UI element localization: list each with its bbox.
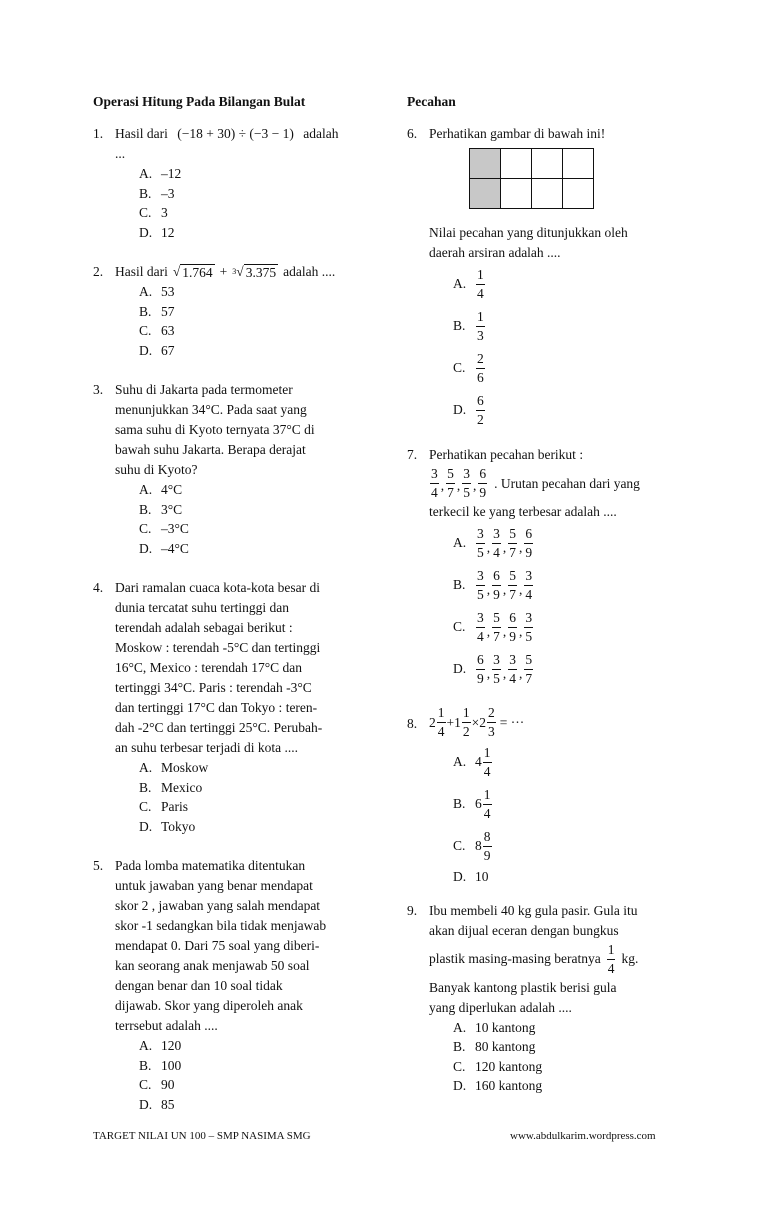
option-b[interactable]: B. 57 <box>139 303 175 319</box>
question-text: Banyak kantong plastik berisi gula yang diperlukan adalah .... <box>429 979 617 1015</box>
option-c[interactable]: C. $\frac{2}{6}$ <box>453 350 484 385</box>
option-c[interactable]: C. –3°C <box>139 521 189 536</box>
question-5 <box>93 856 368 1114</box>
option-a[interactable]: A. 10 kantong <box>453 1019 536 1035</box>
question-9 <box>407 901 687 1096</box>
section-heading-pecahan: Pecahan <box>407 94 456 109</box>
question-text: Hasil dari <box>115 126 168 141</box>
fraction: $\frac{3}{4}$ <box>477 609 484 644</box>
option-d[interactable]: D. 67 <box>139 342 175 358</box>
footer-left-text: TARGET NILAI UN 100 – SMP NASIMA SMG <box>93 1130 311 1142</box>
option-c[interactable]: C. 90 <box>139 1077 175 1092</box>
fraction: $\frac{3}{5}$ <box>493 651 500 686</box>
option-c[interactable]: C. 120 kantong <box>453 1058 543 1074</box>
left-column <box>93 92 368 1114</box>
option-a[interactable]: A. 4 $\frac{1}{4}$ <box>453 744 491 779</box>
option-a[interactable]: A. 120 <box>139 1038 182 1053</box>
options <box>139 282 368 360</box>
question-number: 2. <box>93 264 104 279</box>
option-a[interactable]: A. $\frac{3}{5}$ , $\frac{3}{4}$ , $\frac{5}{7}$ , $\frac{6}{9}$ <box>453 525 533 560</box>
option-b[interactable]: B. $\frac{3}{5}$ , $\frac{6}{9}$ , $\frac{5}{7}$ , $\frac{3}{4}$ <box>453 567 533 602</box>
option-b[interactable]: B. –3 <box>139 185 175 201</box>
option-d[interactable]: D. Tokyo <box>139 818 196 834</box>
question-3 <box>93 380 368 558</box>
question-text: Dari ramalan cuaca kota-kota besar di dunia tercatat suhu tertinggi dan terendah adalah sebagai berikut : Moskow : terendah -5°C dan tertinggi 16°C, Mexico : terendah 17°C dan tertinggi 34°C. Paris : terendah -3°C dan tertinggi 17°C dan Tokyo : teren- dah -2°C dan tertinggi 25°C. Perubah- an suhu terbesar terjadi di kota .... <box>115 580 323 755</box>
option-d[interactable]: D. 12 <box>139 224 175 240</box>
fraction: $\frac{3}{5}$ <box>477 567 484 602</box>
question-4 <box>93 578 368 836</box>
fraction: $\frac{6}{9}$ <box>493 567 500 602</box>
fraction-grid-figure <box>469 148 594 209</box>
question-number: 6. <box>407 126 418 141</box>
option-d[interactable]: D. 160 kantong <box>453 1078 543 1093</box>
options <box>139 480 368 558</box>
grid-cell <box>532 149 563 179</box>
question-text: Ibu membeli 40 kg gula pasir. Gula itu akan dijual eceran dengan bungkus <box>429 902 638 938</box>
option-b[interactable]: B. 3°C <box>139 501 183 517</box>
grid-cell <box>532 179 563 209</box>
grid-cell-shaded <box>470 179 501 209</box>
question-number: 1. <box>93 126 104 141</box>
question-2: 2. Hasil dari √ 1.764 + 3 √ 3.375 adalah .... A. 53 B. 57 C. 63 D. 67 <box>93 262 368 360</box>
grid-cell <box>563 149 594 179</box>
square-root-expression: √ 1.764 <box>172 264 213 280</box>
option-c[interactable]: C. 63 <box>139 323 175 338</box>
fraction: $\frac{3}{4}$ <box>493 525 500 560</box>
option-c[interactable]: C. 3 <box>139 205 168 220</box>
option-c[interactable]: C. Paris <box>139 799 188 814</box>
question-text: Hasil dari <box>115 264 168 279</box>
question-number: 9. <box>407 902 418 918</box>
options <box>453 741 687 887</box>
fraction: $\frac{6}{9}$ <box>477 651 484 686</box>
fraction: $\frac{5}{7}$ <box>525 651 533 686</box>
footer-right-url: www.abdulkarim.wordpress.com <box>510 1130 656 1142</box>
options <box>139 164 368 242</box>
fraction: $\frac{3}{4}$ <box>525 567 533 602</box>
fraction: $\frac{5}{7}$ <box>509 567 516 602</box>
options <box>453 522 687 690</box>
grid-cell-shaded <box>470 149 501 179</box>
question-number: 5. <box>93 858 104 873</box>
question-6 <box>407 124 687 431</box>
options <box>139 758 368 836</box>
option-d[interactable]: D. $\frac{6}{2}$ <box>453 392 484 427</box>
question-8 <box>407 704 687 887</box>
option-c[interactable]: C. $\frac{3}{4}$ , $\frac{5}{7}$ , $\frac{6}{9}$ , $\frac{3}{5}$ <box>453 609 533 644</box>
question-text: Suhu di Jakarta pada termometer menunjukkan 34°C. Pada saat yang sama suhu di Kyoto ternyata 37°C di bawah suhu Jakarta. Berapa derajat suhu di Kyoto? <box>115 382 315 477</box>
question-text: Nilai pecahan yang ditunjukkan oleh daerah arsiran adalah .... <box>429 225 628 260</box>
question-text: Pada lomba matematika ditentukan untuk jawaban yang benar mendapat skor 2 , jawaban yang salah mendapat skor -1 sedangkan bila tidak menjawab mendapat 0. Dari 75 soal yang diberi- kan seorang anak menjawab 50 soal dengan benar dan 10 soal tidak dijawab. Skor yang diperoleh anak terrsebut adalah .... <box>115 858 327 1033</box>
right-column <box>407 92 687 1096</box>
question-number: 8. <box>407 716 418 731</box>
fraction: $\frac{5}{7}$ <box>509 525 516 560</box>
question-text: adalah <box>303 126 339 141</box>
option-a[interactable]: A. 53 <box>139 284 175 299</box>
fraction: $\frac{3}{4}$ <box>509 651 516 686</box>
question-text: adalah .... <box>283 264 336 279</box>
option-d[interactable]: D. $\frac{6}{9}$ , $\frac{3}{5}$ , $\frac{3}{4}$ , $\frac{5}{7}$ <box>453 651 533 686</box>
option-b[interactable]: B. 6 $\frac{1}{4}$ <box>453 786 491 821</box>
fraction: $\frac{3}{5}$ <box>525 609 533 644</box>
question-text: terkecil ke yang terbesar adalah .... <box>429 504 617 519</box>
fraction: $\frac{3}{5}$ <box>477 525 484 560</box>
option-b[interactable]: B. $\frac{1}{3}$ <box>453 308 484 343</box>
option-b[interactable]: B. 100 <box>139 1057 182 1073</box>
math-expression: (−18 + 30) ÷ (−3 − 1) <box>177 126 294 141</box>
option-a[interactable]: A. Moskow <box>139 760 209 775</box>
options <box>453 263 687 431</box>
option-a[interactable]: A. $\frac{1}{4}$ <box>453 266 484 301</box>
option-d[interactable]: D. 85 <box>139 1096 175 1112</box>
question-7 <box>407 445 687 690</box>
question-number: 7. <box>407 447 418 462</box>
fraction: $\frac{6}{9}$ <box>509 609 516 644</box>
option-a[interactable]: A. 4°C <box>139 482 183 497</box>
fraction: $\frac{6}{9}$ <box>525 525 533 560</box>
option-d[interactable]: D. 10 <box>453 869 489 884</box>
math-expression: 2 $\frac{1}{4}$ +1 $\frac{1}{2}$ ×2 $\frac{2}{3}$ = ··· <box>429 705 525 739</box>
grid-cell <box>501 179 532 209</box>
cube-root-expression: 3 √ 3.375 <box>232 264 277 280</box>
options <box>453 1018 687 1096</box>
option-b[interactable]: B. 80 kantong <box>453 1039 536 1054</box>
question-text: plastik masing-masing beratnya $\frac{1}{4}$ kg. <box>429 941 639 976</box>
question-1 <box>93 124 368 242</box>
question-number: 4. <box>93 580 104 595</box>
grid-cell <box>501 149 532 179</box>
option-b[interactable]: B. Mexico <box>139 779 203 795</box>
question-number: 3. <box>93 382 104 397</box>
question-text: Perhatikan gambar di bawah ini! <box>429 126 606 141</box>
option-c[interactable]: C. 8 $\frac{8}{9}$ <box>453 828 491 863</box>
question-text: ... <box>115 146 126 161</box>
options <box>139 1036 368 1114</box>
question-text: Perhatikan pecahan berikut : <box>429 447 584 462</box>
option-a[interactable]: A. –12 <box>139 166 182 181</box>
fraction-list: $\frac{3}{4}$ , $\frac{5}{7}$ , $\frac{3}{5}$ , $\frac{6}{9}$ . Urutan pecahan dari yang <box>431 466 640 500</box>
option-d[interactable]: D. –4°C <box>139 540 189 556</box>
fraction: $\frac{5}{7}$ <box>493 609 500 644</box>
section-heading-bilangan-bulat: Operasi Hitung Pada Bilangan Bulat <box>93 94 306 109</box>
grid-cell <box>563 179 594 209</box>
